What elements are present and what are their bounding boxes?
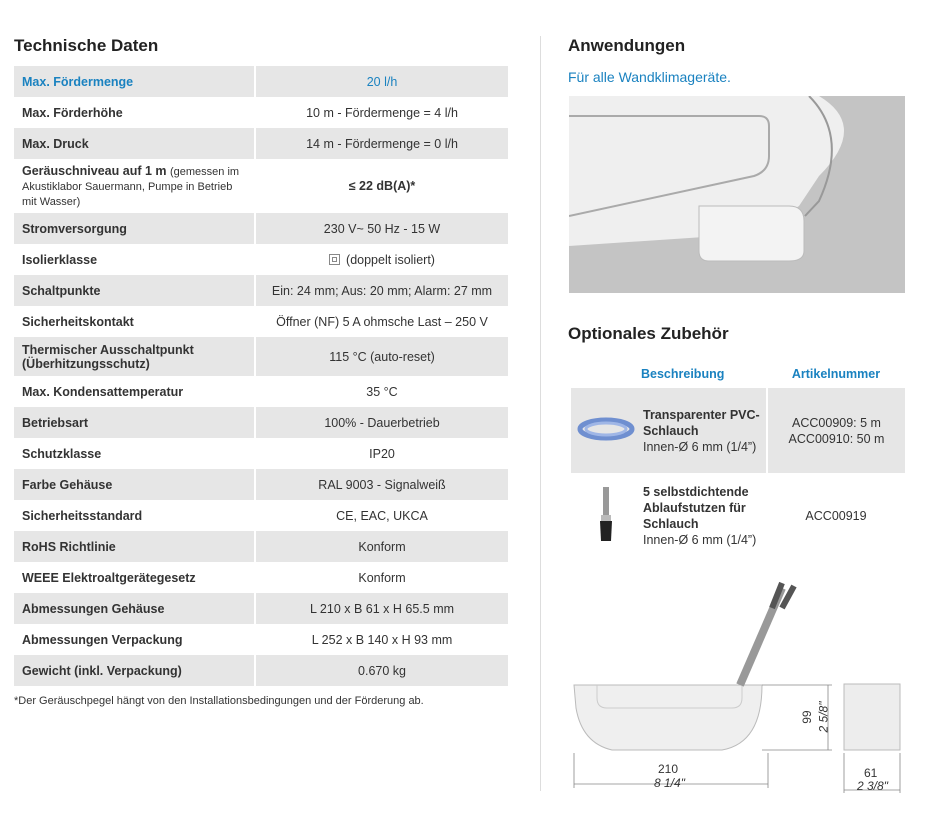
spec-table	[14, 66, 508, 686]
table-row	[14, 66, 508, 97]
row-value	[255, 244, 508, 275]
item-number	[767, 388, 905, 473]
table-row	[14, 213, 508, 244]
dimension-drawing	[572, 578, 912, 798]
row-value-text: (doppelt isoliert)	[346, 252, 435, 267]
application-photo	[569, 96, 905, 293]
table-row	[14, 275, 508, 306]
article-number: ACC00909: 5 m	[792, 415, 881, 430]
row-label: Thermischer Ausschaltpunkt (Überhitzungsschutz)	[14, 337, 255, 376]
row-value: 20 l/h	[255, 66, 508, 97]
section-title-accessories: Optionales Zubehör	[568, 324, 729, 343]
row-label: Max. Förderhöhe	[14, 97, 255, 128]
row-label: RoHS Richtlinie	[14, 531, 255, 562]
row-label: Farbe Gehäuse	[14, 469, 255, 500]
table-row	[14, 655, 508, 686]
drain-fitting-image	[571, 473, 641, 559]
row-value: 115 °C (auto-reset)	[255, 337, 508, 376]
row-label: Isolierklasse	[14, 244, 255, 275]
row-value: ≤ 22 dB(A)*	[348, 179, 416, 193]
table-row	[14, 593, 508, 624]
row-label: Abmessungen Verpackung	[14, 624, 255, 655]
table-row	[14, 624, 508, 655]
table-row	[14, 376, 508, 407]
double-insulation-icon	[329, 254, 340, 265]
row-value: Öffner (NF) 5 A ohmsche Last – 250 V	[276, 314, 488, 329]
table-row	[14, 337, 508, 376]
row-value: 35 °C	[366, 384, 398, 399]
table-row	[14, 438, 508, 469]
row-label: Max. Kondensattemperatur	[14, 376, 255, 407]
dim-height-mm: 66	[799, 710, 814, 724]
row-value: 14 m - Fördermenge = 0 l/h	[255, 128, 508, 159]
article-number: ACC00910: 50 m	[788, 431, 885, 446]
row-label: Stromversorgung	[14, 213, 255, 244]
row-label	[14, 159, 255, 213]
item-description	[641, 473, 767, 559]
row-value: 0.670 kg	[255, 655, 508, 686]
dim-height-in: 2 5/8"	[816, 701, 831, 733]
table-row	[14, 128, 508, 159]
footnote: *Der Geräuschpegel hängt von den Installationsbedingungen und der Förderung ab.	[14, 695, 424, 707]
item-name: Transparenter PVC-Schlauch	[643, 407, 760, 438]
row-label-main: Geräuschniveau auf 1 m	[22, 163, 167, 178]
row-value: 10 m - Fördermenge = 4 l/h	[306, 105, 458, 120]
row-value: Konform	[358, 570, 406, 585]
row-value: 100% - Dauerbetrieb	[255, 407, 508, 438]
dim-width-mm: 61	[864, 766, 878, 780]
table-row	[571, 473, 905, 559]
row-label: Betriebsart	[14, 407, 255, 438]
header-article-number: Artikelnummer	[791, 367, 881, 381]
row-value: IP20	[369, 446, 395, 461]
dim-length-mm: 210	[658, 762, 679, 776]
row-label: Schaltpunkte	[14, 275, 255, 306]
accessories-table	[571, 360, 905, 559]
row-value: L 210 x B 61 x H 65.5 mm	[255, 593, 508, 624]
row-value: CE, EAC, UKCA	[336, 508, 428, 523]
row-value: RAL 9003 - Signalweiß	[255, 469, 508, 500]
table-row	[571, 388, 905, 473]
hose-image	[571, 388, 641, 473]
row-label: WEEE Elektroaltgerätegesetz	[14, 562, 255, 593]
dim-width-in: 2 3/8"	[857, 779, 888, 793]
table-row	[14, 97, 508, 128]
item-description	[641, 388, 767, 473]
row-label: Max. Fördermenge	[14, 66, 255, 97]
table-row	[14, 562, 508, 593]
table-row	[14, 500, 508, 531]
row-label-note: (gemessen im Akustiklabor Sauermann, Pumpe in Betrieb mit Wasser)	[22, 165, 240, 208]
column-divider	[540, 36, 541, 791]
dim-length-in: 8 1/4"	[654, 776, 685, 790]
row-label: Abmessungen Gehäuse	[14, 593, 255, 624]
row-value: L 252 x B 140 x H 93 mm	[311, 632, 453, 647]
row-label: Gewicht (inkl. Verpackung)	[14, 655, 255, 686]
applications-subtitle: Für alle Wandklimageräte.	[568, 69, 731, 85]
row-value: Ein: 24 mm; Aus: 20 mm; Alarm: 27 mm	[255, 275, 508, 306]
item-detail: Innen-Ø 6 mm (1/4”)	[643, 533, 757, 547]
table-row	[14, 531, 508, 562]
row-label: Max. Druck	[14, 128, 255, 159]
header-description: Beschreibung	[641, 367, 725, 381]
article-number: ACC00919	[805, 509, 867, 523]
row-value: 230 V~ 50 Hz - 15 W	[255, 213, 508, 244]
table-row	[14, 469, 508, 500]
row-label: Sicherheitskontakt	[14, 306, 255, 337]
row-value: Konform	[255, 531, 508, 562]
row-label: Schutzklasse	[14, 438, 255, 469]
table-row	[14, 407, 508, 438]
table-row	[14, 244, 508, 275]
row-label: Sicherheitsstandard	[14, 500, 255, 531]
item-detail: Innen-Ø 6 mm (1/4”)	[643, 439, 757, 454]
table-row	[14, 159, 508, 213]
section-title-applications: Anwendungen	[568, 36, 686, 55]
section-title-technical-data: Technische Daten	[14, 36, 159, 55]
table-row	[14, 306, 508, 337]
item-name: 5 selbstdichtende Ablaufstutzen für Schlauch	[643, 485, 749, 531]
